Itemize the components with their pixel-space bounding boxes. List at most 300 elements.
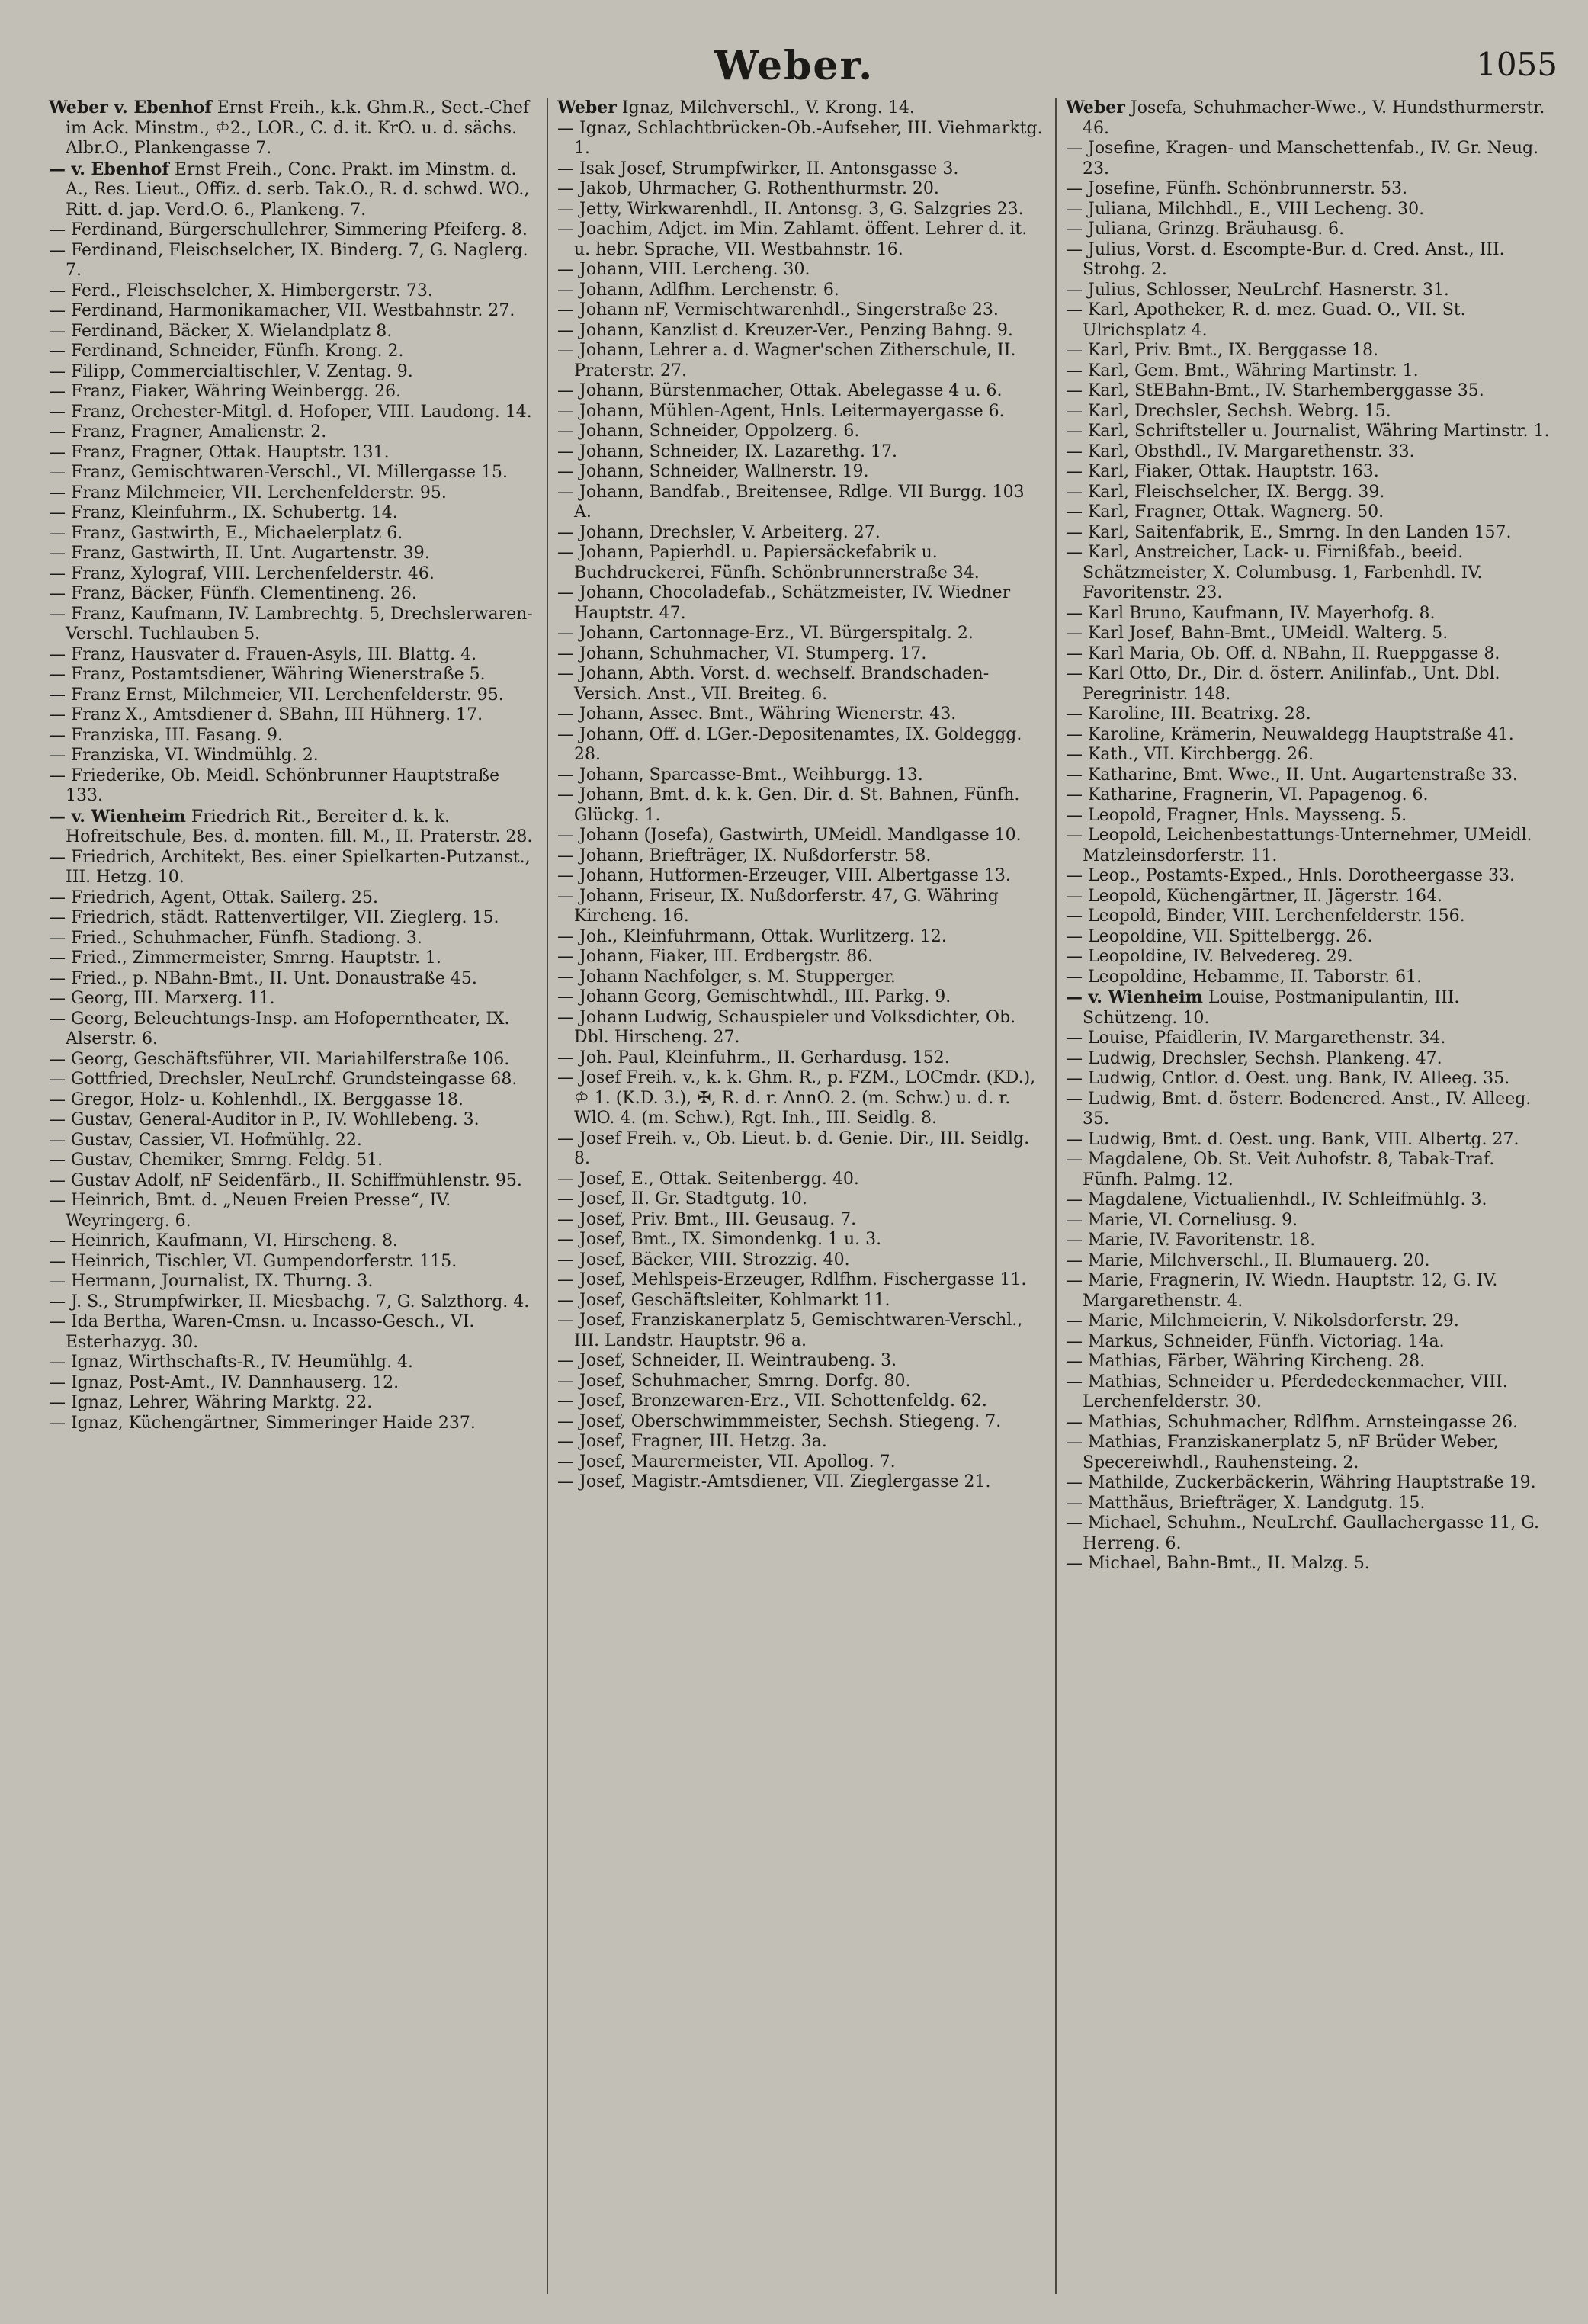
directory-entry	[1066, 927, 1554, 948]
entry-text: — Johann, Mühlen-Agent, Hnls. Leitermayergasse 6.	[557, 401, 1005, 421]
directory-entry	[557, 1170, 1046, 1190]
entry-text: — Franz, Gastwirth, II. Unt. Augartenstr. 39.	[49, 544, 430, 563]
entry-text: — Magdalene, Victualienhdl., IV. Schleifmühlg. 3.	[1066, 1190, 1487, 1209]
entry-text: — Josef, Bmt., IX. Simondenkg. 1 u. 3.	[557, 1230, 882, 1249]
entry-text: — Heinrich, Kaufmann, VI. Hirscheng. 8.	[49, 1231, 398, 1250]
directory-entry	[49, 322, 537, 342]
directory-entry	[1066, 1029, 1554, 1049]
directory-entry	[49, 1131, 537, 1151]
entry-text: — Josef, Mehlspeis-Erzeuger, Rdlfhm. Fischergasse 11.	[557, 1270, 1027, 1289]
entry-text: — Karl, Obsthdl., IV. Margarethenstr. 33.	[1066, 441, 1415, 461]
directory-entry	[557, 422, 1046, 442]
directory-entry	[557, 341, 1046, 381]
column-2	[547, 98, 1055, 2294]
entry-text: — Franziska, VI. Windmühlg. 2.	[49, 746, 319, 765]
directory-entry	[557, 705, 1046, 725]
entry-text: Ernst Freih., k.k. Ghm.R., Sect.-Chef im Ack. Minstm., ♔2., LOR., C. d. it. KrO. u. d. sächs. Albr.O., Plankengasse 7.	[66, 98, 530, 158]
entry-text: — Gustav, Chemiker, Smrng. Feldg. 51.	[49, 1151, 383, 1170]
directory-entry	[557, 321, 1046, 342]
directory-entry	[1066, 1251, 1554, 1272]
entry-text: — Ignaz, Post-Amt., IV. Dannhauserg. 12.	[49, 1372, 399, 1392]
directory-entry	[557, 442, 1046, 463]
entry-text: — Georg, Beleuchtungs-Insp. am Hofoperntheater, IX. Alserstr. 6.	[49, 1009, 510, 1048]
entry-text: — Johann, Chocoladefab., Schätzmeister, IV. Wiedner Hauptstr. 47.	[557, 583, 1011, 623]
entry-text: — Ludwig, Drechsler, Sechsh. Plankeng. 47.	[1066, 1048, 1442, 1068]
directory-entry	[557, 644, 1046, 665]
directory-entry	[1066, 1513, 1554, 1554]
directory-entry	[49, 524, 537, 544]
entry-text: — Leopoldine, VII. Spittelbergg. 26.	[1066, 926, 1373, 946]
directory-entry	[557, 947, 1046, 968]
directory-entry	[1066, 1069, 1554, 1090]
entry-text: — Josef, Maurermeister, VII. Apollog. 7.	[557, 1452, 896, 1472]
entry-text: — Josef, Franziskanerplatz 5, Gemischtwaren-Verschl., III. Landstr. Hauptstr. 96 a.	[557, 1311, 1023, 1350]
directory-entry	[557, 462, 1046, 483]
directory-entry	[49, 1191, 537, 1231]
entry-text: — Ludwig, Bmt. d. österr. Bodencred. Anst., IV. Alleeg. 35.	[1066, 1089, 1532, 1128]
directory-entry	[49, 301, 537, 322]
directory-entry	[49, 98, 537, 159]
directory-entry	[49, 1110, 537, 1131]
directory-entry	[1066, 442, 1554, 463]
directory-entry	[49, 949, 537, 969]
directory-entry	[49, 342, 537, 362]
directory-entry	[49, 1171, 537, 1192]
directory-entry	[49, 220, 537, 241]
directory-entry	[49, 1010, 537, 1050]
directory-entry	[1066, 1211, 1554, 1231]
directory-entry	[49, 888, 537, 909]
directory-entry	[1066, 240, 1554, 281]
entry-text: — Johann, Schneider, Wallnerstr. 19.	[557, 462, 869, 481]
entry-text: — Ferdinand, Harmonikamacher, VII. Westbahnstr. 27.	[49, 301, 515, 320]
entry-text: — Franz Milchmeier, VII. Lerchenfelderstr. 95.	[49, 483, 447, 502]
entry-text: — Josef Freih. v., Ob. Lieut. b. d. Genie. Dir., III. Seidlg. 8.	[557, 1128, 1030, 1168]
entry-text: — Karl, StEBahn-Bmt., IV. Starhemberggasse 35.	[1066, 381, 1484, 400]
directory-entry	[49, 1231, 537, 1252]
entry-text: — Johann, Lehrer a. d. Wagner'schen Zitherschule, II. Praterstr. 27.	[557, 341, 1016, 380]
directory-entry	[1066, 1150, 1554, 1190]
directory-entry	[1066, 1190, 1554, 1211]
directory-entry	[49, 159, 537, 221]
entry-text: — Karl, Apotheker, R. d. mez. Guad. O., VII. St. Ulrichsplatz 4.	[1066, 300, 1466, 340]
directory-entry	[1066, 1311, 1554, 1332]
directory-entry	[49, 605, 537, 645]
entry-text: — J. S., Strumpfwirker, II. Miesbachg. 7, G. Salzthorg. 4.	[49, 1292, 530, 1311]
directory-entry	[49, 422, 537, 443]
directory-entry	[49, 665, 537, 685]
entry-text: — Karl, Fleischselcher, IX. Bergg. 39.	[1066, 482, 1385, 502]
directory-entry	[1066, 381, 1554, 402]
directory-entry	[49, 848, 537, 888]
directory-entry	[1066, 725, 1554, 746]
entry-text: — Ignaz, Küchengärtner, Simmeringer Haide 237.	[49, 1413, 476, 1433]
directory-entry	[557, 1129, 1046, 1170]
entry-text: — Franz, Fragner, Amalienstr. 2.	[49, 422, 327, 441]
directory-entry	[49, 685, 537, 706]
entry-text: Ignaz, Milchverschl., V. Krong. 14.	[621, 98, 915, 117]
directory-entry	[1066, 1049, 1554, 1070]
entry-text: — Johann, Bmt. d. k. k. Gen. Dir. d. St. Bahnen, Fünfh. Glückg. 1.	[557, 785, 1020, 825]
entry-text: — Gustav, Cassier, VI. Hofmühlg. 22.	[49, 1130, 362, 1150]
entry-text: — Johann, Sparcasse-Bmt., Weihburgg. 13.	[557, 765, 923, 785]
entry-text: — Johann, Schneider, IX. Lazarethg. 17.	[557, 441, 898, 461]
directory-entry	[1066, 179, 1554, 200]
directory-entry	[1066, 462, 1554, 483]
entry-text: — Franz Ernst, Milchmeier, VII. Lerchenfelderstr. 95.	[49, 685, 504, 705]
directory-entry	[557, 402, 1046, 422]
entry-text: — Johann, Fiaker, III. Erdbergstr. 86.	[557, 947, 874, 966]
entry-text: — Karl, Priv. Bmt., IX. Berggasse 18.	[1066, 341, 1378, 360]
directory-entry	[49, 746, 537, 766]
entry-text: — Marie, IV. Favoritenstr. 18.	[1066, 1231, 1316, 1250]
entry-text: — Johann, Drechsler, V. Arbeiterg. 27.	[557, 522, 881, 542]
directory-entry	[1066, 705, 1554, 725]
directory-entry	[557, 1351, 1046, 1372]
directory-entry	[557, 725, 1046, 766]
entry-text: — Franz, Kleinfuhrm., IX. Schubertg. 14.	[49, 503, 398, 522]
entry-text: — Friedrich, städt. Rattenvertilger, VII. Zieglerg. 15.	[49, 908, 499, 927]
directory-entry	[557, 179, 1046, 200]
entry-text: — Josef, Priv. Bmt., III. Geusaug. 7.	[557, 1209, 857, 1229]
directory-entry	[49, 1050, 537, 1071]
entry-text: — Leopold, Binder, VIII. Lerchenfelderstr. 156.	[1066, 907, 1465, 926]
directory-entry	[557, 624, 1046, 644]
directory-entry	[1066, 624, 1554, 644]
entry-text: — Johann, Cartonnage-Erz., VI. Bürgerspitalg. 2.	[557, 624, 974, 643]
directory-entry	[49, 989, 537, 1010]
directory-entry	[557, 300, 1046, 321]
entry-text: — Gustav Adolf, nF Seidenfärb., II. Schiffmühlenstr. 95.	[49, 1170, 522, 1190]
directory-entry	[1066, 887, 1554, 907]
directory-entry	[49, 564, 537, 585]
directory-entry	[557, 785, 1046, 826]
entry-name: — v. Wienheim	[49, 806, 186, 827]
entry-text: — Leop., Postamts-Exped., Hnls. Dorotheergasse 33.	[1066, 866, 1516, 885]
entry-text: — Marie, Milchverschl., II. Blumauerg. 20.	[1066, 1250, 1430, 1270]
directory-entry	[49, 726, 537, 746]
entry-text: — Johann Nachfolger, s. M. Stupperger.	[557, 967, 896, 987]
entry-text: — Karl, Schriftsteller u. Journalist, Währing Martinstr. 1.	[1066, 422, 1550, 441]
directory-entry	[1066, 1231, 1554, 1251]
directory-entry	[49, 362, 537, 383]
entry-text: — Franz, Xylograf, VIII. Lerchenfelderstr. 46.	[49, 563, 435, 583]
entry-text: — Julius, Schlosser, NeuLrchf. Hasnerstr. 31.	[1066, 280, 1449, 300]
directory-entry	[1066, 907, 1554, 927]
directory-entry	[557, 1250, 1046, 1271]
entry-text: — Karl Maria, Ob. Off. d. NBahn, II. Rueppgasse 8.	[1066, 644, 1500, 663]
entry-text: — Gottfried, Drechsler, NeuLrchf. Grundsteingasse 68.	[49, 1070, 518, 1089]
directory-entry	[49, 1373, 537, 1394]
entry-text: — Josef, Fragner, III. Hetzg. 3a.	[557, 1432, 827, 1451]
entry-text: — Josef, II. Gr. Stadtgutg. 10.	[557, 1189, 807, 1209]
entry-text: — Ferdinand, Fleischselcher, IX. Binderg. 7, G. Naglerg. 7.	[49, 240, 528, 280]
directory-entry	[49, 382, 537, 403]
directory-entry	[1066, 523, 1554, 544]
entry-text: — Mathilde, Zuckerbäckerin, Währing Hauptstraße 19.	[1066, 1473, 1536, 1492]
directory-entry	[49, 241, 537, 281]
entry-text: — Ignaz, Wirthschafts-R., IV. Heumühlg. 4.	[49, 1353, 413, 1372]
entry-text: — Friedrich, Architekt, Bes. einer Spielkarten-Putzanst., III. Hetzg. 10.	[49, 847, 531, 887]
directory-entry	[1066, 1494, 1554, 1514]
entry-name: Weber v. Ebenhof	[49, 98, 212, 117]
entry-text: — Josef, Bäcker, VIII. Strozzig. 40.	[557, 1250, 850, 1270]
directory-entry	[1066, 866, 1554, 887]
directory-entry	[49, 1312, 537, 1353]
entry-text: — Johann, Papierhdl. u. Papiersäckefabrik u. Buchdruckerei, Fünfh. Schönbrunnerstraße 34.	[557, 543, 980, 583]
entry-text: — Franziska, III. Fasang. 9.	[49, 725, 283, 745]
entry-text: Josefa, Schuhmacher-Wwe., V. Hundsthurmerstr. 46.	[1083, 98, 1545, 138]
entry-text: — Leopoldine, IV. Belvedereg. 29.	[1066, 947, 1353, 966]
entry-text: — Mathias, Schneider u. Pferdedeckenmacher, VIII. Lerchenfelderstr. 30.	[1066, 1372, 1508, 1411]
entry-text: — Isak Josef, Strumpfwirker, II. Antonsgasse 3.	[557, 159, 959, 178]
entry-text: — Josef, Oberschwimmmeister, Sechsh. Stiegeng. 7.	[557, 1411, 1002, 1431]
entry-text: — Franz, Gemischtwaren-Verschl., VI. Millergasse 15.	[49, 463, 508, 482]
entry-text: — Johann, Assec. Bmt., Währing Wienerstr. 43.	[557, 705, 957, 724]
directory-entry	[557, 1270, 1046, 1291]
entry-text: — Joachim, Adjct. im Min. Zahlamt. öffent. Lehrer d. it. u. hebr. Sprache, VII. Westbahnstr. 16.	[557, 220, 1028, 259]
directory-entry	[49, 908, 537, 929]
directory-entry	[49, 443, 537, 464]
entry-text: — Karoline, III. Beatrixg. 28.	[1066, 705, 1311, 724]
entry-text: — Georg, III. Marxerg. 11.	[49, 989, 275, 1008]
page-header	[30, 38, 1558, 89]
entry-text: — Jetty, Wirkwarenhdl., II. Antonsg. 3, G. Salzgries 23.	[557, 199, 1024, 219]
directory-entry	[557, 1008, 1046, 1048]
entry-text: — Magdalene, Ob. St. Veit Auhofstr. 8, Tabak-Traf. Fünfh. Palmg. 12.	[1066, 1150, 1495, 1189]
entry-text: — Leopold, Fragner, Hnls. Maysseng. 5.	[1066, 805, 1407, 825]
directory-entry	[1066, 766, 1554, 786]
entry-name: Weber	[557, 98, 617, 117]
entry-name: — v. Ebenhof	[49, 159, 169, 179]
entry-text: — Josef, Geschäftsleiter, Kohlmarkt 11.	[557, 1290, 890, 1310]
entry-name: Weber	[1066, 98, 1125, 117]
entry-text: — Mathias, Franziskanerplatz 5, nF Brüder Weber, Specereiwhdl., Rauhensteing. 2.	[1066, 1433, 1499, 1472]
directory-entry	[1066, 745, 1554, 766]
entry-text: — Georg, Geschäftsführer, VII. Mariahilferstraße 106.	[49, 1049, 510, 1069]
entry-text: Louise, Postmanipulantin, III. Schützeng. 10.	[1083, 988, 1460, 1028]
directory-entry	[557, 1392, 1046, 1412]
entry-text: — Johann nF, Vermischtwarenhdl., Singerstraße 23.	[557, 300, 999, 319]
entry-text: — Johann, Schneider, Oppolzerg. 6.	[557, 422, 860, 441]
directory-entry	[1066, 200, 1554, 220]
entry-text: — Karl Otto, Dr., Dir. d. österr. Anilinfab., Unt. Dbl. Peregrinistr. 148.	[1066, 664, 1500, 704]
entry-text: — Leopoldine, Hebamme, II. Taborstr. 61.	[1066, 967, 1423, 987]
entry-text: — Marie, Milchmeierin, V. Nikolsdorferstr. 29.	[1066, 1311, 1459, 1331]
entry-text: — Franz, Fragner, Ottak. Hauptstr. 131.	[49, 442, 390, 462]
entry-text: — Karl Bruno, Kaufmann, IV. Mayerhofg. 8.	[1066, 603, 1436, 623]
directory-entry	[49, 1393, 537, 1414]
entry-text: — Juliana, Milchhdl., E., VIII Lecheng. 30.	[1066, 199, 1425, 219]
entry-text: — Franz, Hausvater d. Frauen-Asyls, III. Blattg. 4.	[49, 644, 477, 664]
entry-text: — Franz, Orchester-Mitgl. d. Hofoper, VIII. Laudong. 14.	[49, 402, 532, 422]
directory-entry	[1066, 1372, 1554, 1413]
entry-text: — Marie, Fragnerin, IV. Wiedn. Hauptstr. 12, G. IV. Margarethenstr. 4.	[1066, 1271, 1498, 1311]
directory-entry	[557, 987, 1046, 1008]
directory-entry	[49, 544, 537, 564]
directory-entry	[557, 260, 1046, 281]
directory-entry	[49, 463, 537, 483]
directory-entry	[557, 159, 1046, 180]
directory-entry	[1066, 543, 1554, 604]
directory-entry	[49, 1414, 537, 1434]
directory-entry	[49, 1292, 537, 1313]
entry-text: — Josefine, Fünfh. Schönbrunnerstr. 53.	[1066, 179, 1407, 198]
entry-text: — Josef, E., Ottak. Seitenbergg. 40.	[557, 1169, 859, 1189]
entry-text: — Franz, Kaufmann, IV. Lambrechtg. 5, Drechslerwaren-Verschl. Tuchlauben 5.	[49, 604, 533, 644]
entry-text: — Ferdinand, Schneider, Fünfh. Krong. 2.	[49, 342, 404, 361]
entry-text: — Franz X., Amtsdiener d. SBahn, III Hühnerg. 17.	[49, 705, 483, 724]
entry-text: — Franz, Fiaker, Währing Weinbergg. 26.	[49, 382, 402, 401]
directory-entry	[1066, 1473, 1554, 1494]
entry-text: — Johann, Abth. Vorst. d. wechself. Brandschaden-Versich. Anst., VII. Breiteg. 6.	[557, 664, 990, 704]
directory-entry	[1066, 664, 1554, 705]
directory-entry	[49, 645, 537, 666]
directory-entry	[557, 927, 1046, 948]
directory-entry	[1066, 1332, 1554, 1353]
entry-text: — Louise, Pfaidlerin, IV. Margarethenstr. 34.	[1066, 1029, 1446, 1048]
directory-entry	[49, 483, 537, 504]
directory-entry	[1066, 502, 1554, 523]
page-number: 1055	[1476, 46, 1558, 83]
directory-entry	[1066, 1090, 1554, 1130]
directory-entry	[557, 968, 1046, 988]
entry-text: — Filipp, Commercialtischler, V. Zentag. 9.	[49, 361, 413, 381]
directory-entry	[49, 1252, 537, 1273]
entry-text: — Karl, Gem. Bmt., Währing Martinstr. 1.	[1066, 361, 1419, 380]
entry-text: — Johann, Bürstenmacher, Ottak. Abelegasse 4 u. 6.	[557, 381, 1003, 400]
page-title: Weber.	[714, 43, 874, 89]
directory-entry	[49, 807, 537, 848]
directory-entry	[557, 1230, 1046, 1250]
directory-entry	[49, 403, 537, 423]
entry-text: Ernst Freih., Conc. Prakt. im Minstm. d. A., Res. Lieut., Offiz. d. serb. Tak.O., R. d. schwd. WO., Ritt. d. jap. Verd.O. 6., Plankeng. 7.	[66, 159, 530, 220]
directory-entry	[49, 281, 537, 302]
entry-text: — Joh. Paul, Kleinfuhrm., II. Gerhardusg. 152.	[557, 1048, 950, 1067]
directory-entry	[1066, 947, 1554, 968]
directory-entry	[557, 887, 1046, 927]
directory-entry	[557, 220, 1046, 260]
entry-text: — Josef, Magistr.-Amtsdiener, VII. Zieglergasse 21.	[557, 1472, 991, 1491]
entry-text: — Ignaz, Lehrer, Währing Marktg. 22.	[49, 1393, 373, 1412]
entry-text: — Ferd., Fleischselcher, X. Himbergerstr. 73.	[49, 281, 433, 300]
directory-entry	[557, 766, 1046, 786]
directory-entry	[1066, 422, 1554, 442]
directory-entry	[1066, 1130, 1554, 1151]
entry-text: — Ludwig, Bmt. d. Oest. ung. Bank, VIII. Albertg. 27.	[1066, 1129, 1519, 1149]
entry-text: — Julius, Vorst. d. Escompte-Bur. d. Cred. Anst., III. Strohg. 2.	[1066, 239, 1505, 279]
entry-text: — Katharine, Bmt. Wwe., II. Unt. Augartenstraße 33.	[1066, 765, 1518, 785]
entry-text: — Johann, Briefträger, IX. Nußdorferstr. 58.	[557, 846, 932, 865]
directory-entry	[557, 200, 1046, 220]
column-3	[1055, 98, 1564, 2294]
directory-entry	[557, 281, 1046, 301]
entry-text: — Franz, Postamtsdiener, Währing Wienerstraße 5.	[49, 665, 486, 684]
entry-text: — Ferdinand, Bürgerschullehrer, Simmering Pfeiferg. 8.	[49, 220, 528, 239]
entry-text: — Karl Josef, Bahn-Bmt., UMeidl. Walterg. 5.	[1066, 624, 1448, 643]
entry-text: — Ludwig, Cntlor. d. Oest. ung. Bank, IV. Alleeg. 35.	[1066, 1069, 1510, 1088]
directory-entry	[557, 664, 1046, 705]
entry-text: — Josef, Bronzewaren-Erz., VII. Schottenfeldg. 62.	[557, 1392, 987, 1411]
directory-entry	[557, 1311, 1046, 1351]
directory-entry	[49, 1272, 537, 1292]
directory-entry	[557, 826, 1046, 846]
directory-entry	[557, 583, 1046, 624]
directory-entry	[49, 705, 537, 726]
directory-entry	[1066, 806, 1554, 827]
directory-entry	[1066, 968, 1554, 988]
directory-entry	[1066, 300, 1554, 341]
entry-text: — Fried., p. NBahn-Bmt., II. Unt. Donaustraße 45.	[49, 968, 477, 988]
directory-entry	[1066, 98, 1554, 139]
entry-text: — Franz, Gastwirth, E., Michaelerplatz 6.	[49, 523, 403, 543]
directory-entry	[1066, 361, 1554, 382]
entry-text: — Michael, Schuhm., NeuLrchf. Gaullachergasse 11, G. Herreng. 6.	[1066, 1513, 1539, 1553]
entry-text: — Leopold, Küchengärtner, II. Jägerstr. 164.	[1066, 886, 1443, 906]
entry-text: — Heinrich, Tischler, VI. Gumpendorferstr. 115.	[49, 1251, 457, 1271]
entry-text: — Fried., Schuhmacher, Fünfh. Stadiong. 3.	[49, 928, 422, 948]
directory-columns	[40, 98, 1564, 2294]
entry-text: — Karl, Drechsler, Sechsh. Webrg. 15.	[1066, 401, 1391, 421]
entry-text: — Karl, Saitenfabrik, E., Smrng. In den Landen 157.	[1066, 522, 1512, 542]
entry-text: — Josefine, Kragen- und Manschettenfab., IV. Gr. Neug. 23.	[1066, 139, 1539, 178]
column-1	[40, 98, 547, 2294]
entry-text: — Ignaz, Schlachtbrücken-Ob.-Aufseher, III. Viehmarktg. 1.	[557, 118, 1043, 158]
entry-text: — Jakob, Uhrmacher, G. Rothenthurmstr. 20.	[557, 179, 939, 198]
directory-entry	[557, 1048, 1046, 1069]
directory-entry	[557, 1432, 1046, 1452]
entry-text: — Johann, Schuhmacher, VI. Stumperg. 17.	[557, 644, 927, 663]
directory-entry	[557, 1472, 1046, 1493]
directory-entry	[49, 969, 537, 990]
directory-entry	[1066, 987, 1554, 1029]
entry-text: — Katharine, Fragnerin, VI. Papagenog. 6.	[1066, 785, 1429, 804]
directory-entry	[557, 98, 1046, 119]
entry-text: — Ferdinand, Bäcker, X. Wielandplatz 8.	[49, 321, 393, 341]
directory-entry	[1066, 341, 1554, 361]
directory-entry	[1066, 139, 1554, 179]
directory-entry	[557, 866, 1046, 887]
directory-entry	[557, 1291, 1046, 1311]
directory-entry	[1066, 281, 1554, 301]
entry-text: — Michael, Bahn-Bmt., II. Malzg. 5.	[1066, 1554, 1370, 1573]
directory-entry	[49, 766, 537, 807]
directory-entry	[1066, 402, 1554, 422]
entry-text: — Johann (Josefa), Gastwirth, UMeidl. Mandlgasse 10.	[557, 826, 1022, 845]
directory-entry	[557, 119, 1046, 159]
directory-entry	[49, 929, 537, 949]
entry-text: — Heinrich, Bmt. d. „Neuen Freien Presse“, IV. Weyringerg. 6.	[49, 1191, 451, 1231]
directory-entry	[557, 381, 1046, 402]
directory-entry	[557, 1372, 1046, 1392]
entry-text: — Fried., Zimmermeister, Smrng. Hauptstr. 1.	[49, 949, 441, 968]
directory-entry	[1066, 826, 1554, 866]
entry-text: — Franz, Bäcker, Fünfh. Clementineng. 26.	[49, 584, 417, 603]
directory-entry	[49, 1353, 537, 1373]
entry-text: — Ida Bertha, Waren-Cmsn. u. Incasso-Gesch., VI. Esterhazyg. 30.	[49, 1312, 475, 1352]
directory-entry	[557, 523, 1046, 544]
entry-text: — Josef, Schuhmacher, Smrng. Dorfg. 80.	[557, 1371, 911, 1391]
entry-text: — Josef, Schneider, II. Weintraubeng. 3.	[557, 1351, 897, 1370]
entry-text: — Kath., VII. Kirchbergg. 26.	[1066, 745, 1314, 764]
entry-text: — Karl, Fiaker, Ottak. Hauptstr. 163.	[1066, 462, 1379, 481]
entry-text: — Johann, Kanzlist d. Kreuzer-Ver., Penzing Bahng. 9.	[557, 320, 1013, 340]
entry-text: — Johann Ludwig, Schauspieler und Volksdichter, Ob. Dbl. Hirscheng. 27.	[557, 1007, 1016, 1047]
entry-text: Friedrich Rit., Bereiter d. k. k. Hofreitschule, Bes. d. monten. fill. M., II. Praterstr. 28.	[66, 807, 533, 846]
directory-entry	[1066, 644, 1554, 665]
directory-entry	[1066, 220, 1554, 240]
directory-entry	[1066, 1271, 1554, 1311]
